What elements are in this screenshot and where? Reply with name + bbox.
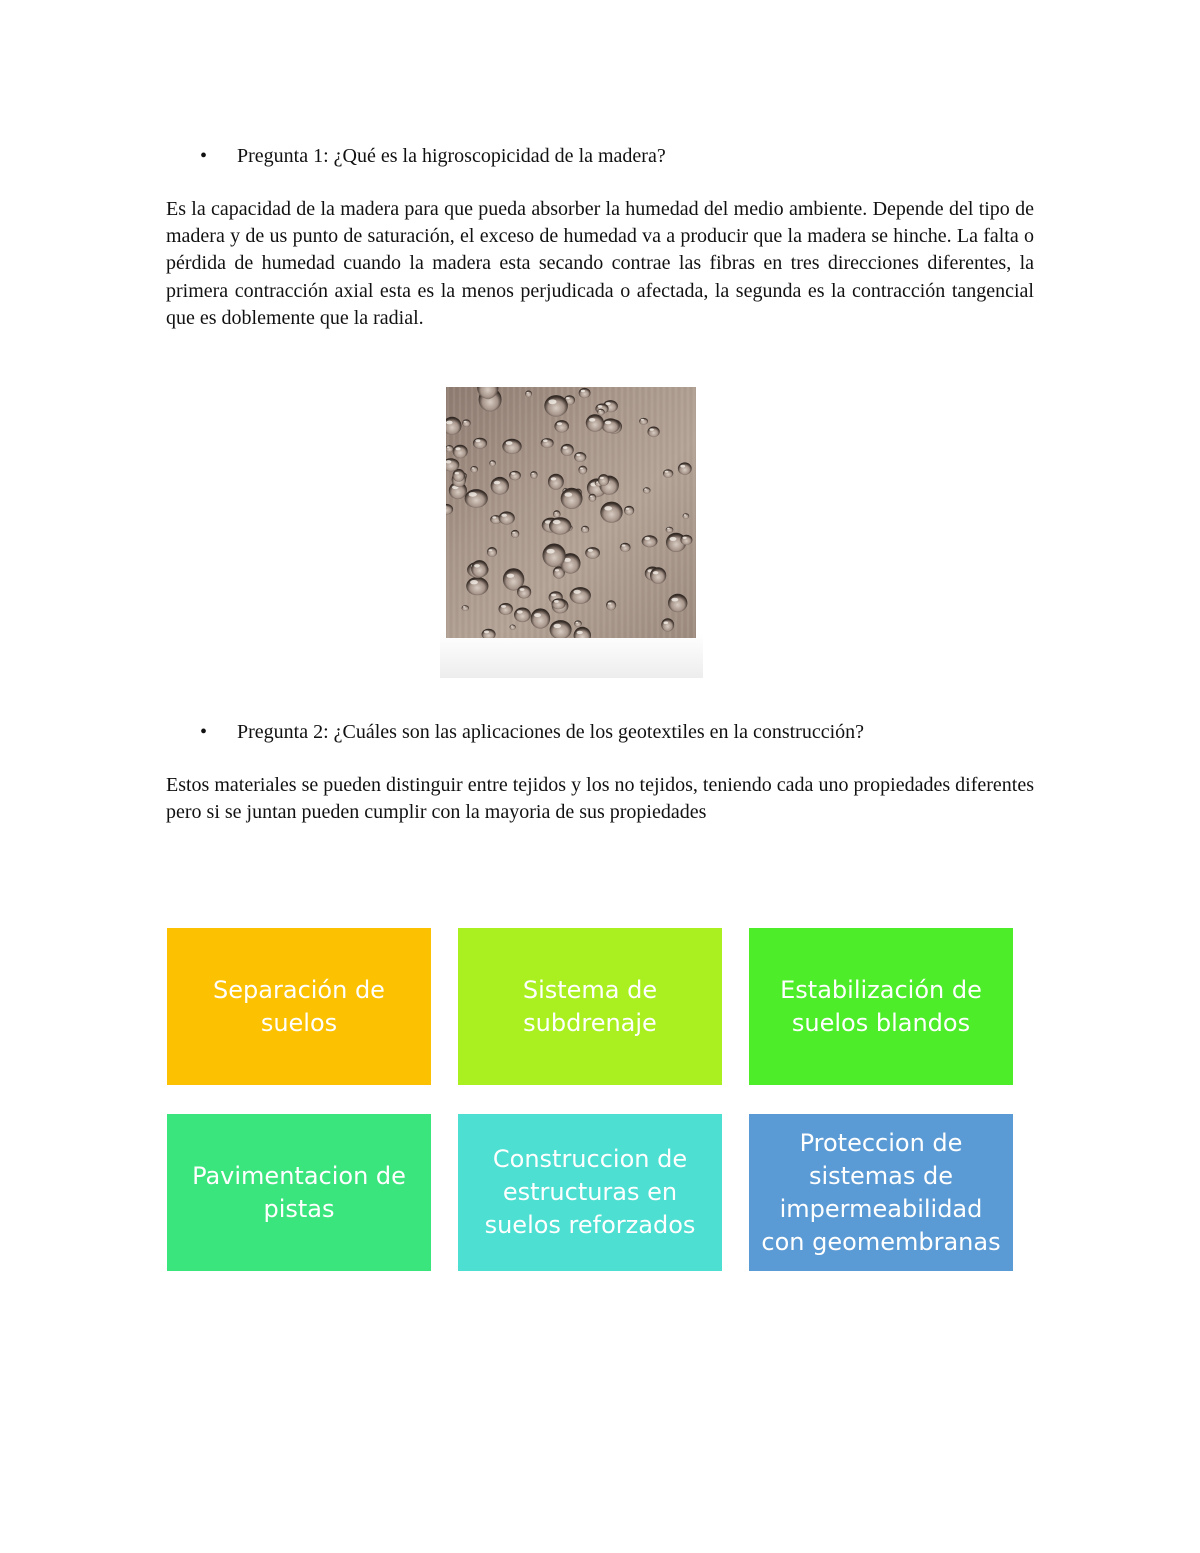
droplet xyxy=(561,444,574,456)
droplet xyxy=(553,510,560,518)
droplet xyxy=(666,527,674,533)
droplet xyxy=(678,462,692,474)
droplet-highlight xyxy=(554,600,559,603)
droplet-highlight xyxy=(520,588,525,591)
droplet-highlight xyxy=(472,467,475,469)
droplet xyxy=(491,477,509,495)
droplet-highlight xyxy=(671,598,678,602)
droplet xyxy=(470,466,478,473)
droplet-highlight xyxy=(605,421,611,425)
droplet-highlight xyxy=(650,428,654,430)
droplet-highlight xyxy=(588,549,593,552)
droplet-highlight xyxy=(645,537,651,540)
droplet-highlight xyxy=(548,399,556,404)
droplet xyxy=(606,600,616,610)
droplet xyxy=(511,530,519,538)
droplet-highlight xyxy=(455,472,459,474)
droplet xyxy=(680,535,692,545)
droplet xyxy=(683,513,690,519)
droplet-highlight xyxy=(622,544,626,546)
droplet-highlight xyxy=(517,610,523,613)
droplet xyxy=(589,494,597,502)
droplet-highlight xyxy=(580,468,583,470)
droplet-highlight xyxy=(563,446,568,449)
droplet-highlight xyxy=(506,441,513,445)
droplet-highlight xyxy=(565,492,573,496)
droplet-highlight xyxy=(554,512,557,513)
droplet xyxy=(598,474,609,486)
droplet-highlight xyxy=(484,631,489,634)
droplet-highlight xyxy=(577,631,583,634)
droplet xyxy=(643,487,651,493)
droplet-highlight xyxy=(463,606,466,607)
droplet xyxy=(499,511,515,524)
droplet xyxy=(548,474,564,490)
droplet xyxy=(639,418,648,425)
droplet-highlight xyxy=(501,514,507,517)
droplet xyxy=(471,560,488,577)
droplet-highlight xyxy=(475,439,480,442)
droplet xyxy=(473,438,487,449)
application-tile: Proteccion de sistemas de impermeabilidad con geomembranas xyxy=(749,1114,1013,1271)
droplet-highlight xyxy=(653,571,659,574)
droplet xyxy=(509,471,521,480)
applications-diagram xyxy=(167,928,1013,1271)
droplet xyxy=(453,445,468,459)
droplet-highlight xyxy=(606,402,611,405)
droplet xyxy=(650,567,666,584)
droplet-highlight xyxy=(511,472,515,474)
droplet-highlight xyxy=(583,527,586,529)
application-tile: Separación de suelos xyxy=(167,928,431,1085)
droplet-highlight xyxy=(604,506,612,510)
droplet-highlight xyxy=(455,447,460,450)
droplet-highlight xyxy=(534,613,541,617)
droplet-highlight xyxy=(551,594,556,597)
droplet-highlight xyxy=(553,520,561,524)
droplet xyxy=(525,391,532,398)
droplet xyxy=(586,414,604,432)
droplet xyxy=(466,577,488,595)
droplet xyxy=(487,547,497,557)
droplet-highlight xyxy=(464,421,467,423)
droplet xyxy=(661,618,674,631)
bullet-icon: • xyxy=(200,145,208,167)
droplet-highlight xyxy=(470,580,478,584)
droplet xyxy=(489,460,496,466)
droplet xyxy=(570,587,591,604)
droplet-highlight xyxy=(600,477,604,479)
droplet xyxy=(514,608,531,623)
droplet xyxy=(578,466,587,475)
droplet-highlight xyxy=(446,421,453,425)
droplet-highlight xyxy=(555,569,559,571)
droplet-highlight xyxy=(566,397,570,399)
droplet-highlight xyxy=(589,418,595,422)
droplet-highlight xyxy=(683,537,687,539)
droplet xyxy=(465,489,488,508)
droplet xyxy=(552,598,566,609)
droplet xyxy=(648,427,660,438)
droplet xyxy=(531,608,551,628)
droplet xyxy=(668,594,687,612)
droplet-highlight xyxy=(507,574,515,578)
droplet-highlight xyxy=(492,516,496,518)
droplet-highlight xyxy=(608,603,612,605)
droplet-highlight xyxy=(581,390,585,392)
droplet-highlight xyxy=(554,624,562,628)
droplet-highlight xyxy=(501,605,506,608)
droplet-highlight xyxy=(626,508,630,510)
droplet xyxy=(642,535,658,547)
droplet xyxy=(554,420,569,432)
droplet-highlight xyxy=(469,492,477,497)
droplet xyxy=(600,502,622,523)
droplet xyxy=(502,439,521,454)
droplet-highlight xyxy=(557,422,562,425)
droplet-highlight xyxy=(551,477,557,480)
droplet-highlight xyxy=(543,439,548,442)
droplet xyxy=(462,419,471,426)
droplet xyxy=(549,517,571,534)
droplet xyxy=(574,620,582,627)
droplet xyxy=(541,438,554,448)
droplet-highlight xyxy=(576,454,580,456)
application-tile: Estabilización de suelos blandos xyxy=(749,928,1013,1085)
droplet xyxy=(581,526,589,533)
droplet-highlight xyxy=(512,532,515,534)
droplet-highlight xyxy=(576,622,579,624)
application-tile: Sistema de subdrenaje xyxy=(458,928,722,1085)
droplet xyxy=(585,547,600,559)
droplet-highlight xyxy=(664,621,669,624)
droplet xyxy=(561,488,583,509)
droplet-highlight xyxy=(665,471,669,473)
droplet xyxy=(530,471,537,479)
droplet xyxy=(579,388,591,398)
droplet-highlight xyxy=(641,419,644,421)
droplet xyxy=(453,469,465,482)
droplet-highlight xyxy=(684,514,686,515)
droplet xyxy=(663,469,673,478)
droplet-highlight xyxy=(526,392,528,393)
droplet-highlight xyxy=(474,564,480,567)
droplet-highlight xyxy=(447,446,450,448)
application-tile: Pavimentacion de pistas xyxy=(167,1114,431,1271)
image-frame xyxy=(440,382,703,678)
droplet-highlight xyxy=(680,465,685,468)
droplet-highlight xyxy=(644,488,647,490)
droplet-highlight xyxy=(532,473,535,474)
question-1-text: Pregunta 1: ¿Qué es la higroscopicidad de la madera? xyxy=(237,145,666,167)
droplet-highlight xyxy=(494,481,500,485)
droplet xyxy=(499,603,513,615)
droplet-highlight xyxy=(667,528,670,530)
application-tile: Construccion de estructuras en suelos reforzados xyxy=(458,1114,722,1271)
answer-1-paragraph: Es la capacidad de la madera para que pueda absorber la humedad del medio ambiente. Depende del tipo de madera y de us punto de saturación, el exceso de humedad va a producir que la madera se hinche. La falta o pérdida de humedad cuando la madera esta secando contrae las fibras en tres direcciones diferentes, la primera contracción axial esta es la menos perjudicada o afectada, la segunda es la contracción tangencial que es doblemente que la radial. xyxy=(166,198,1034,329)
droplet xyxy=(624,506,634,516)
water-droplets-photo xyxy=(446,387,696,638)
droplet-highlight xyxy=(599,410,602,412)
droplet xyxy=(544,395,568,417)
droplet xyxy=(543,544,566,568)
bullet-icon: • xyxy=(200,721,208,743)
droplet xyxy=(510,625,516,630)
droplet xyxy=(597,409,605,415)
question-2-text: Pregunta 2: ¿Cuáles son las aplicaciones de los geotextiles en la construcción? xyxy=(237,721,865,743)
droplet xyxy=(462,605,469,611)
question-1 xyxy=(200,143,666,169)
droplet-highlight xyxy=(590,496,593,498)
droplet xyxy=(602,418,620,433)
droplet-highlight xyxy=(573,590,580,594)
droplet-highlight xyxy=(598,405,603,408)
question-2 xyxy=(200,719,864,745)
droplet-highlight xyxy=(511,625,513,626)
droplet-highlight xyxy=(670,537,677,541)
droplet-highlight xyxy=(491,462,493,463)
answer-2-paragraph: Estos materiales se pueden distinguir entre tejidos y los no tejidos, teniendo cada uno propiedades diferentes pero si se juntan pueden cumplir con la mayoria de sus propiedades xyxy=(166,774,1034,824)
droplet-highlight xyxy=(547,549,555,554)
droplet xyxy=(517,586,531,599)
droplet-highlight xyxy=(489,549,493,551)
droplet xyxy=(620,543,631,552)
droplet xyxy=(574,452,586,462)
